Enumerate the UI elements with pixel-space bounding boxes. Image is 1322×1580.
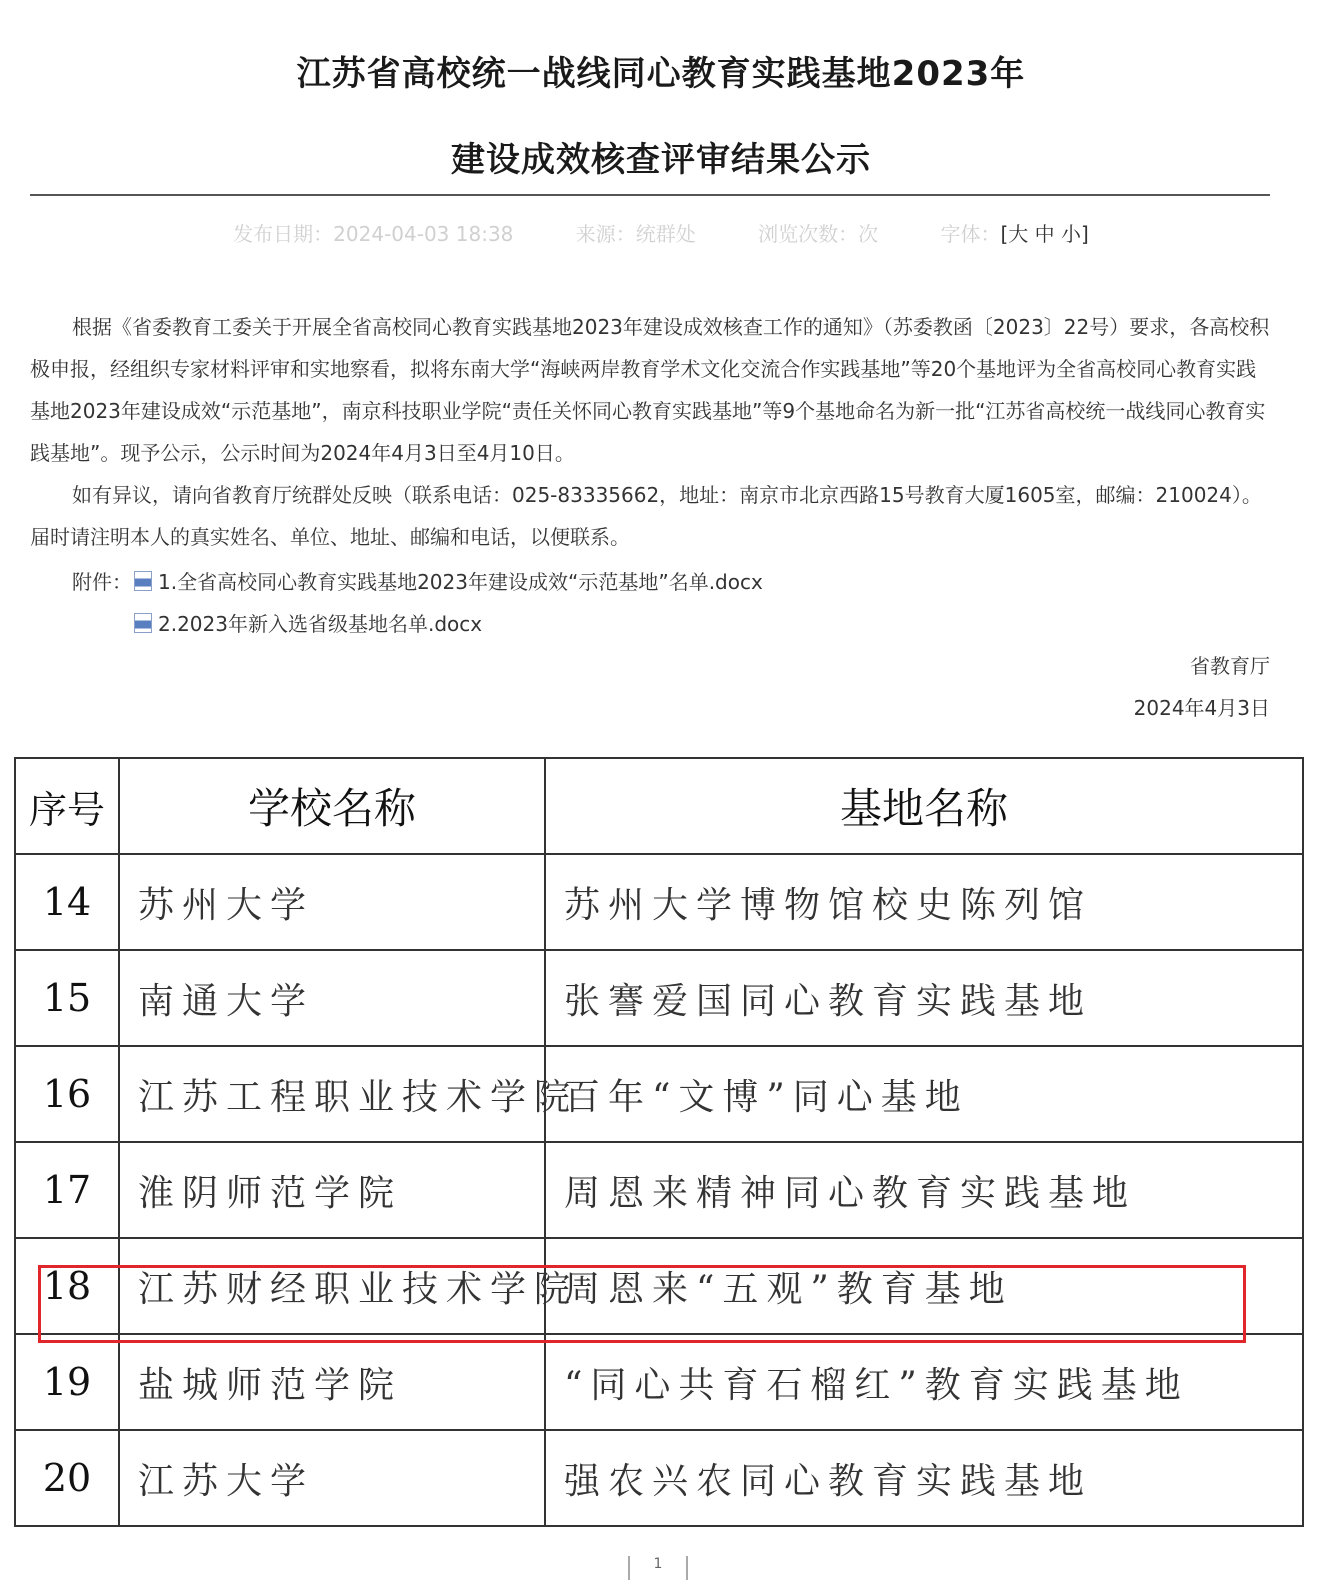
publish-label: 发布日期： (233, 222, 334, 246)
table-row (15, 854, 1303, 950)
row-school: 苏州大学 (119, 854, 545, 950)
attachment-name[interactable]: 2.2023年新入选省级基地名单.docx (158, 612, 483, 636)
table-row (15, 1142, 1303, 1238)
row-number: 16 (15, 1046, 119, 1142)
word-document-icon (134, 613, 152, 633)
row-school: 江苏财经职业技术学院 (119, 1238, 545, 1334)
table-row (15, 950, 1303, 1046)
page-title-line1: 江苏省高校统一战线同心教育实践基地2023年 (296, 54, 1026, 94)
attachment-name[interactable]: 1.全省高校同心教育实践基地2023年建设成效“示范基地”名单.docx (158, 570, 763, 594)
attachments-label: 附件： (72, 570, 132, 594)
row-base: 张謇爱国同心教育实践基地 (545, 950, 1303, 1046)
row-school: 淮阴师范学院 (119, 1142, 545, 1238)
notice-paragraph-1: 根据《省委教育工委关于开展全省高校同心教育实践基地2023年建设成效核查工作的通知》（苏委教函〔2023〕22号）要求，各高校积极申报，经组织专家材料评审和实地察看，拟将东南大学“海峡两岸教育学术文化交流合作实践基地”等20个基地评为全省高校同心教育实践基地2023年建设成效“示范基地”，南京科技职业学院“责任关怀同心教育实践基地”等9个基地命名为新一批“江苏省高校统一战线同心教育实践基地”。现予公示，公示时间为2024年4月3日至4月10日。 (30, 315, 1270, 465)
row-number: 15 (15, 950, 119, 1046)
title-divider (30, 194, 1270, 196)
header-base: 基地名称 (545, 758, 1303, 854)
row-base: 强农兴农同心教育实践基地 (545, 1430, 1303, 1526)
row-number: 17 (15, 1142, 119, 1238)
views-unit: 次 (858, 222, 879, 246)
notice-paragraph-2: 如有异议，请向省教育厅统群处反映（联系电话：025-83335662，地址：南京市北京西路15号教育大厦1605室，邮编：210024）。届时请注明本人的真实姓名、单位、地址、邮编和电话，以便联系。 (30, 483, 1262, 549)
row-base: 周恩来精神同心教育实践基地 (545, 1142, 1303, 1238)
header-school: 学校名称 (119, 758, 545, 854)
row-number: 19 (15, 1334, 119, 1430)
table-row-highlighted (15, 1238, 1303, 1334)
source-label: 来源： (575, 222, 636, 246)
article-meta (0, 218, 1322, 247)
word-document-icon (134, 571, 152, 591)
views-label: 浏览次数： (758, 222, 859, 246)
table-row (15, 1046, 1303, 1142)
font-size-selector[interactable]: [大 中 小] (1000, 222, 1089, 246)
base-list-table (14, 757, 1304, 1527)
row-base: 苏州大学博物馆校史陈列馆 (545, 854, 1303, 950)
row-school: 江苏大学 (119, 1430, 545, 1526)
font-label: 字体： (940, 222, 1001, 246)
page-title-line2: 建设成效核查评审结果公示 (451, 140, 871, 180)
table-header-row (15, 758, 1303, 854)
row-school: 南通大学 (119, 950, 545, 1046)
row-number: 18 (15, 1238, 119, 1334)
header-number: 序号 (15, 758, 119, 854)
publish-date: 2024-04-03 18:38 (333, 222, 514, 246)
signature: 省教育厅 (1190, 654, 1270, 678)
row-base: “同心共育石榴红”教育实践基地 (545, 1334, 1303, 1430)
row-school: 盐城师范学院 (119, 1334, 545, 1430)
attachment-link-1[interactable] (134, 566, 763, 595)
table-row (15, 1334, 1303, 1430)
attachment-link-2[interactable] (134, 608, 482, 637)
table-row (15, 1430, 1303, 1526)
page-number: 1 (628, 1556, 688, 1580)
row-base: 百年“文博”同心基地 (545, 1046, 1303, 1142)
row-base: 周恩来“五观”教育基地 (545, 1238, 1303, 1334)
source-value: 统群处 (635, 222, 696, 246)
row-school: 江苏工程职业技术学院 (119, 1046, 545, 1142)
row-number: 14 (15, 854, 119, 950)
row-number: 20 (15, 1430, 119, 1526)
signature-date: 2024年4月3日 (1133, 696, 1270, 720)
